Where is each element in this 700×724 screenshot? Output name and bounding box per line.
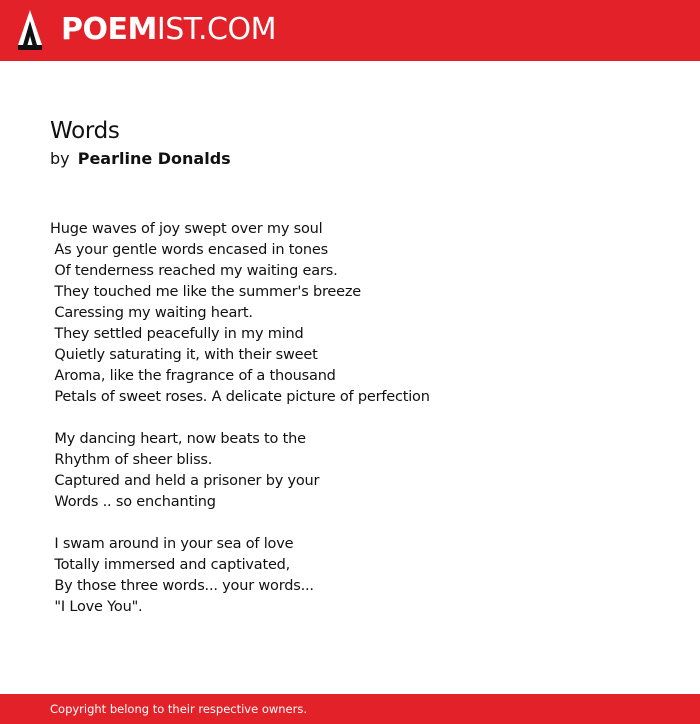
poem-line: Huge waves of joy swept over my soul — [50, 221, 323, 237]
logo-light-text: IST.COM — [156, 12, 276, 47]
byline — [50, 148, 231, 170]
poem-body — [50, 219, 430, 618]
pencil-icon[interactable] — [17, 9, 43, 51]
poem-line: Captured and held a prisoner by your — [50, 473, 320, 489]
poem-line: My dancing heart, now beats to the — [50, 431, 306, 447]
poem-line: They touched me like the summer's breeze — [50, 284, 361, 300]
author-link[interactable]: Pearline Donalds — [77, 149, 231, 168]
poem-title: Words — [50, 118, 120, 144]
poem-line: Petals of sweet roses. A delicate picture of perfection — [50, 389, 430, 405]
site-footer — [0, 694, 700, 724]
logo-bold-text: POEM — [61, 12, 157, 47]
poem-line: Totally immersed and captivated, — [50, 557, 291, 573]
poem-line: Quietly saturating it, with their sweet — [50, 347, 318, 363]
poem-line: They settled peacefully in my mind — [50, 326, 304, 342]
poem-line: Of tenderness reached my waiting ears. — [50, 263, 338, 279]
poem-line: "I Love You". — [50, 599, 143, 615]
stanza-gap — [50, 408, 430, 429]
site-header — [0, 0, 700, 61]
poem-line: I swam around in your sea of love — [50, 536, 294, 552]
site-logo[interactable] — [61, 11, 276, 49]
poem-line: By those three words... your words... — [50, 578, 314, 594]
poem-line: Aroma, like the fragrance of a thousand — [50, 368, 336, 384]
poem-line: Words .. so enchanting — [50, 494, 216, 510]
poem-line: As your gentle words encased in tones — [50, 242, 328, 258]
by-label: by — [50, 149, 70, 168]
poem-line: Rhythm of sheer bliss. — [50, 452, 213, 468]
poem-line: Caressing my waiting heart. — [50, 305, 253, 321]
copyright-text: Copyright belong to their respective owners. — [50, 702, 308, 716]
stanza-gap — [50, 513, 430, 534]
